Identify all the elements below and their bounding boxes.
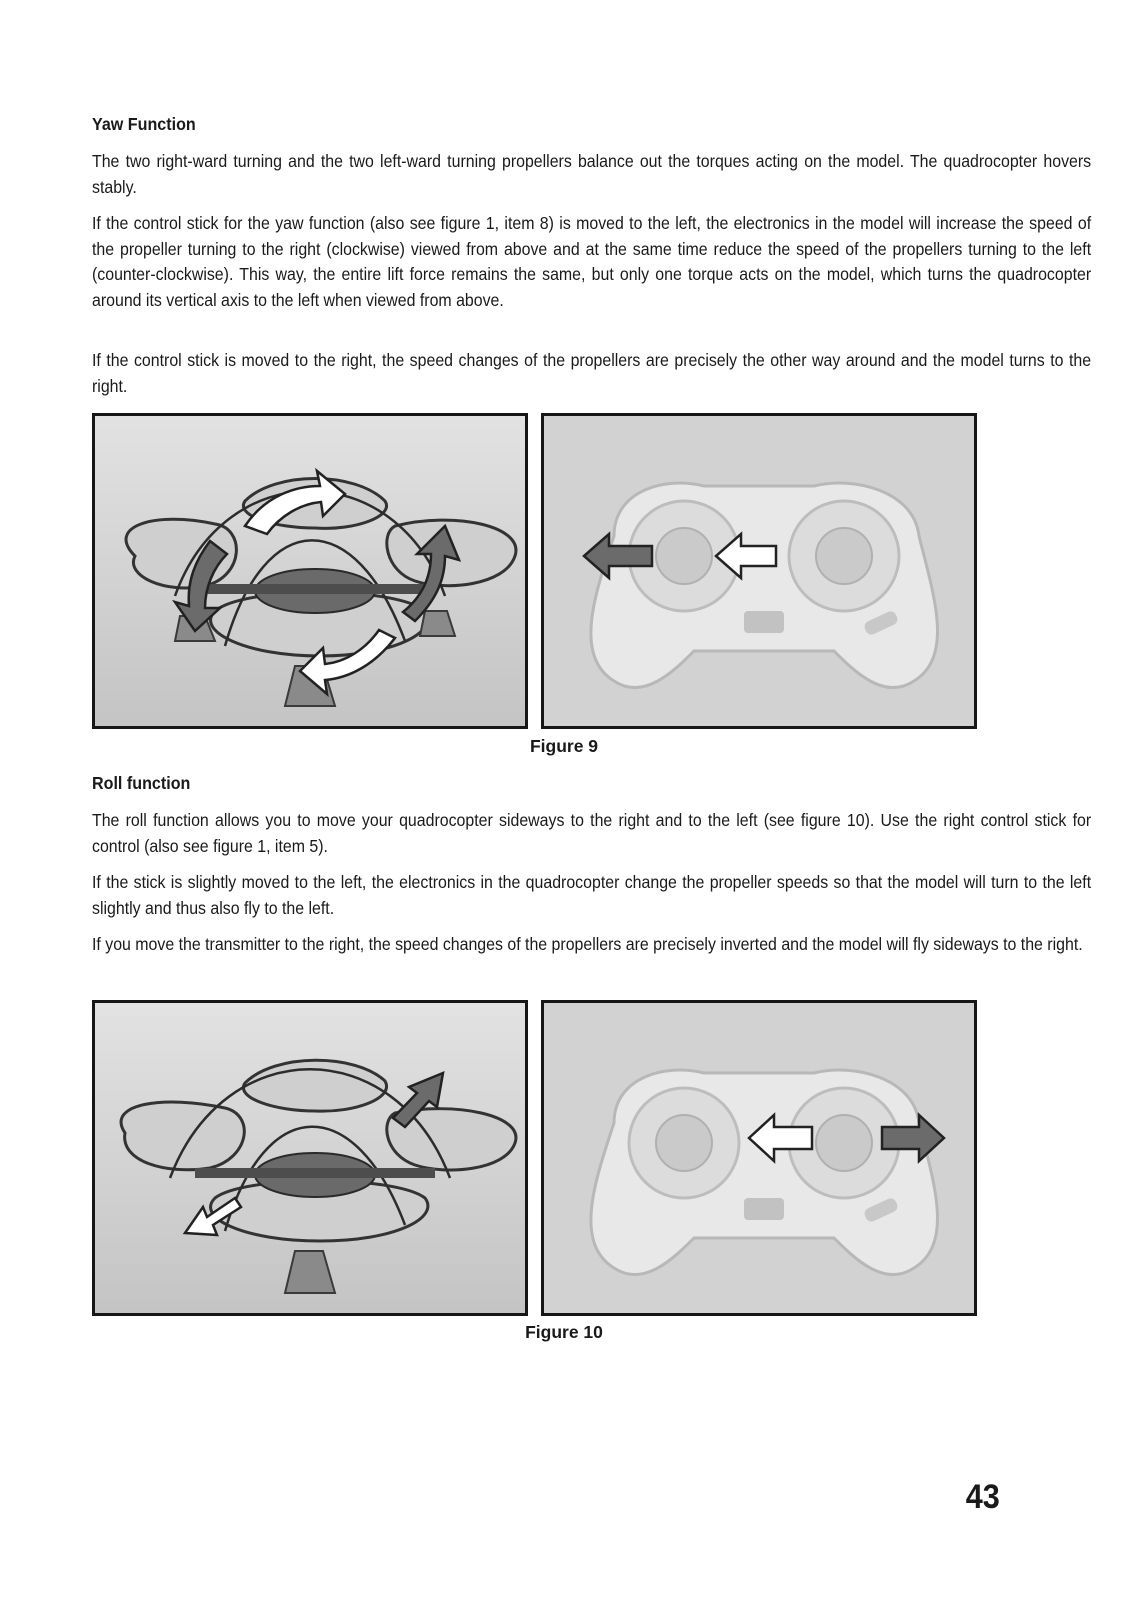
figure-10-quadrocopter-photo — [92, 1000, 528, 1316]
transmitter-illustration — [544, 416, 974, 726]
figure-9-transmitter-photo — [541, 413, 977, 729]
yaw-paragraph-3: If the control stick is moved to the right, the speed changes of the propellers are precisely the other way around and the model turns to the right. — [92, 350, 1092, 396]
figure-10-caption: Figure 10 — [525, 1322, 603, 1342]
yaw-paragraph-2: If the control stick for the yaw function (also see figure 1, item 8) is moved to the left, the electronics in the model will increase the speed of the propeller turning to the right (clockwise) viewed from above and at the same time reduce the speed of the propellers turning to the left (counter-clockwise). This way, the entire lift force remains the same, but only one torque acts on the model, which turns the quadrocopter around its vertical axis to the left when viewed from above. — [92, 213, 1092, 310]
quadrocopter-illustration — [95, 416, 525, 726]
yaw-heading: Yaw Function — [92, 114, 196, 134]
roll-paragraph-3: If you move the transmitter to the right, the speed changes of the propellers are precisely inverted and the model will fly sideways to the right. — [92, 934, 1083, 954]
figure-10-transmitter-photo — [541, 1000, 977, 1316]
figure-9-quadrocopter-photo — [92, 413, 528, 729]
quadrocopter-illustration — [95, 1003, 525, 1313]
roll-paragraph-1: The roll function allows you to move your quadrocopter sideways to the right and to the left (see figure 10). Use the right control stick for control (also see figure 1, item 5). — [92, 810, 1092, 856]
page-number: 43 — [965, 1478, 1000, 1516]
figure-9-caption: Figure 9 — [529, 736, 599, 756]
yaw-paragraph-1: The two right-ward turning and the two left-ward turning propellers balance out the torques acting on the model. The quadrocopter hovers stably. — [92, 151, 1092, 197]
roll-heading: Roll function — [92, 773, 191, 793]
roll-paragraph-2: If the stick is slightly moved to the left, the electronics in the quadrocopter change the propeller speeds so that the model will turn to the left slightly and thus also fly to the left. — [92, 872, 1092, 918]
transmitter-illustration — [544, 1003, 974, 1313]
